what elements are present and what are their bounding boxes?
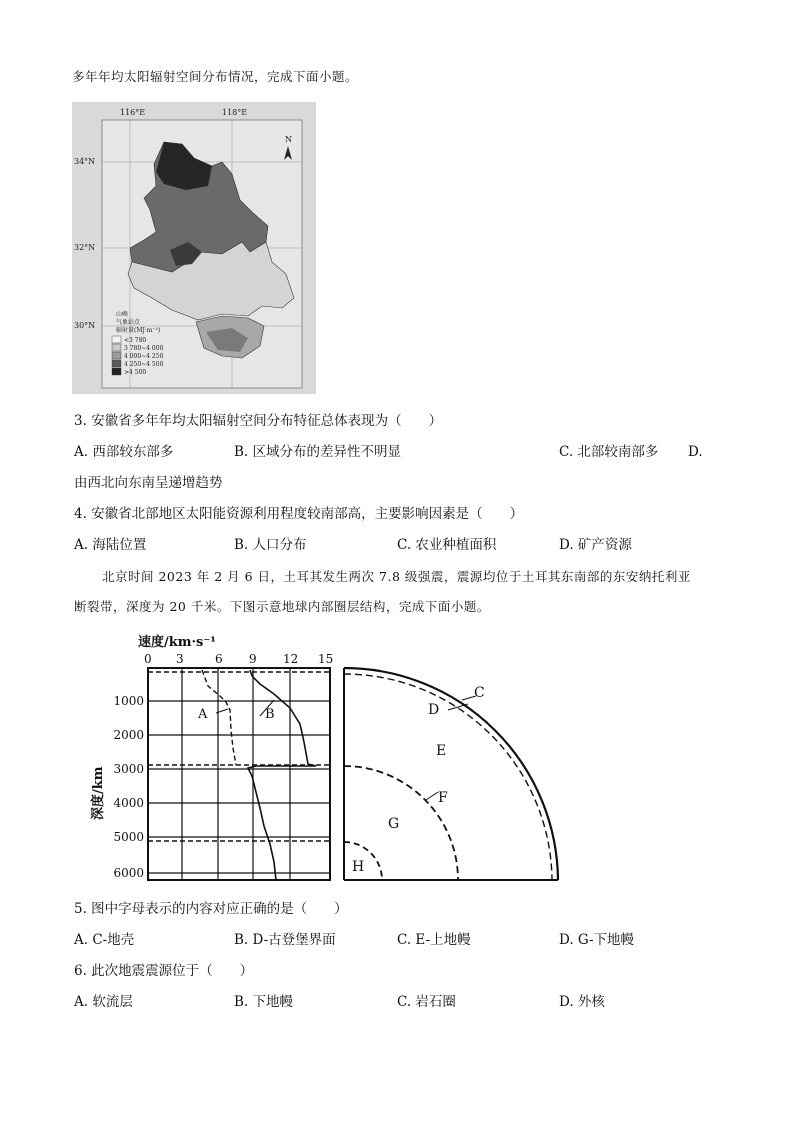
q5-option-a[interactable]: A. C-地壳 [74, 932, 135, 948]
speed-tick-9: 9 [249, 652, 257, 666]
svg-text:>4 500: >4 500 [124, 369, 147, 376]
svg-text:山峰: 山峰 [116, 311, 129, 318]
layer-label-d: D [428, 702, 440, 718]
speed-tick-0: 0 [144, 652, 152, 666]
q4-option-a[interactable]: A. 海陆位置 [74, 537, 147, 553]
layer-label-e: E [436, 743, 447, 759]
layer-label-c: C [474, 685, 485, 701]
speed-tick-15: 15 [318, 652, 334, 666]
depth-tick-2000: 2000 [113, 728, 144, 742]
anhui-solar-radiation-map [72, 102, 316, 394]
svg-text:<3 780: <3 780 [124, 337, 147, 344]
q4-option-b[interactable]: B. 人口分布 [234, 537, 307, 553]
svg-text:N: N [285, 135, 292, 144]
speed-tick-3: 3 [176, 652, 184, 666]
lat-label-34: 34°N [74, 157, 96, 166]
layer-label-f: F [438, 790, 448, 806]
q6-stem: 6. 此次地震震源位于（ ） [74, 963, 254, 979]
lat-label-30: 30°N [74, 321, 96, 330]
depth-tick-6000: 6000 [113, 866, 144, 880]
lat-label-32: 32°N [74, 243, 96, 252]
moho-arc [344, 674, 552, 880]
svg-text:辐射量(MJ·m⁻²): 辐射量(MJ·m⁻²) [116, 327, 161, 334]
depth-tick-1000: 1000 [113, 694, 144, 708]
lon-label-116: 116°E [120, 108, 146, 117]
svg-text:4 000~4 250: 4 000~4 250 [124, 353, 164, 360]
depth-tick-3000: 3000 [113, 762, 144, 776]
q4-option-d[interactable]: D. 矿产资源 [559, 537, 632, 553]
lon-label-118: 118°E [222, 108, 248, 117]
depth-tick-4000: 4000 [113, 796, 144, 810]
wave-b-label: B [265, 707, 275, 722]
q6-option-d[interactable]: D. 外核 [559, 994, 605, 1010]
layer-label-g: G [388, 816, 400, 832]
q5-option-b[interactable]: B. D-古登堡界面 [234, 932, 336, 948]
q4-stem: 4. 安徽省北部地区太阳能资源利用程度较南部高，主要影响因素是（ ） [74, 506, 524, 522]
speed-axis-label: 速度/km·s⁻¹ [138, 635, 216, 650]
svg-text:3 780~4 000: 3 780~4 000 [124, 345, 164, 352]
q3-option-d-label[interactable]: D. [688, 444, 703, 460]
section-intro-earthquake-line1: 北京时间 2023 年 2 月 6 日，土耳其发生两次 7.8 级强震，震源均位于土耳其东南部的东安纳托利亚 [102, 569, 691, 584]
q4-option-c[interactable]: C. 农业种植面积 [397, 537, 497, 553]
q5-option-d[interactable]: D. G-下地幔 [559, 932, 635, 948]
q3-stem: 3. 安徽省多年年均太阳辐射空间分布特征总体表现为（ ） [74, 413, 443, 429]
section-intro-solar: 多年年均太阳辐射空间分布情况，完成下面小题。 [72, 69, 359, 84]
earth-interior-diagram [76, 630, 576, 885]
q5-option-c[interactable]: C. E-上地幔 [397, 932, 471, 948]
depth-axis-label: 深度/km [91, 766, 106, 820]
q6-option-c[interactable]: C. 岩石圈 [397, 994, 456, 1010]
layer-label-h: H [352, 859, 365, 875]
earth-surface-arc [344, 668, 558, 880]
q3-option-a[interactable]: A. 西部较东部多 [74, 444, 174, 460]
q6-option-b[interactable]: B. 下地幔 [234, 994, 294, 1010]
q6-option-a[interactable]: A. 软流层 [74, 994, 133, 1010]
depth-tick-5000: 5000 [113, 830, 144, 844]
speed-tick-6: 6 [215, 652, 223, 666]
section-intro-earthquake-line2: 断裂带，深度为 20 千米。下图示意地球内部圈层结构，完成下面小题。 [74, 599, 490, 614]
q3-option-c[interactable]: C. 北部较南部多 [559, 444, 659, 460]
q3-option-d-text[interactable]: 由西北向东南呈递增趋势 [74, 475, 223, 491]
svg-text:气象站点: 气象站点 [116, 319, 141, 326]
speed-tick-12: 12 [283, 652, 299, 666]
q3-option-b[interactable]: B. 区域分布的差异性不明显 [234, 444, 402, 460]
svg-text:4 250~4 500: 4 250~4 500 [124, 361, 164, 368]
q5-stem: 5. 图中字母表示的内容对应正确的是（ ） [74, 901, 348, 917]
wave-a-label: A [198, 707, 208, 722]
